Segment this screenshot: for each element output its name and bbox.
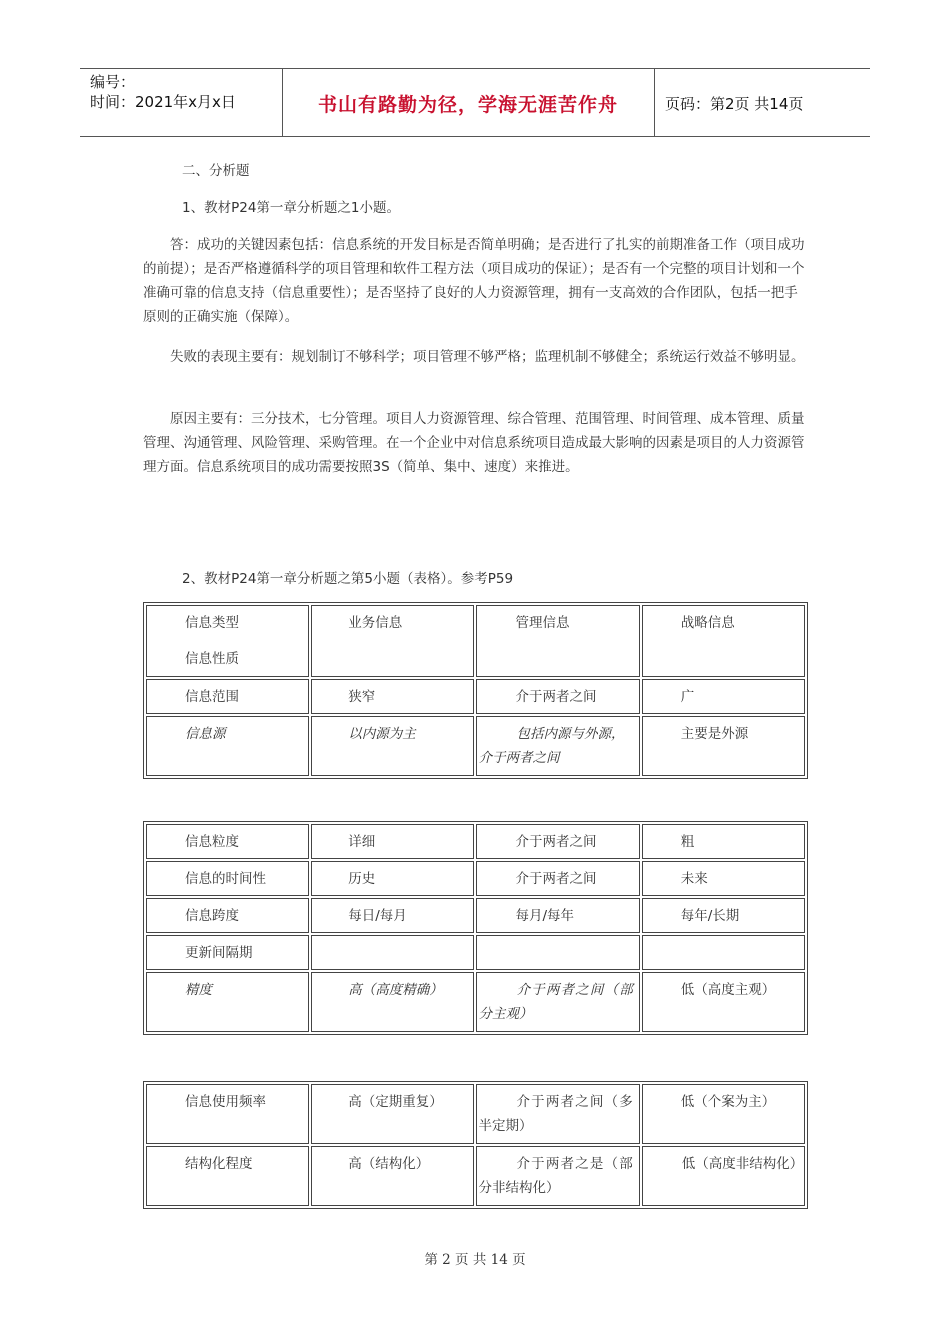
table-cell: 以内源为主	[311, 716, 474, 776]
table-cell: 狭窄	[311, 679, 474, 714]
table-cell: 精度	[146, 972, 309, 1032]
question-1-reasons: 原因主要有：三分技术，七分管理。项目人力资源管理、综合管理、范围管理、时间管理、成本管理、质量管理、沟通管理、风险管理、采购管理。在一个企业中对信息系统项目造成最大影响的因素是项目的人力资源管理方面。信息系统项目的成功需要按照3S（简单、集中、速度）来推进。	[143, 411, 805, 475]
table-cell: 广	[642, 679, 805, 714]
page-footer: 第 2 页 共 14 页	[424, 1252, 526, 1268]
table-cell: 低（高度主观）	[642, 972, 805, 1032]
question-1-title: 1、教材P24第一章分析题之1小题。	[182, 200, 400, 216]
table-cell: 介于两者之间（部分主观）	[476, 972, 639, 1032]
header-strategic-info: 战略信息	[642, 605, 805, 677]
table-cell: 信息使用频率	[146, 1084, 309, 1144]
table-cell: 高（高度精确）	[311, 972, 474, 1032]
info-table-part-3	[143, 1081, 808, 1209]
table-cell-header	[146, 605, 309, 677]
table-row	[146, 679, 805, 714]
table-cell: 信息的时间性	[146, 861, 309, 896]
table-row	[146, 898, 805, 933]
table-row	[146, 716, 805, 776]
table-cell: 主要是外源	[642, 716, 805, 776]
table-cell: 包括内源与外源，介于两者之间	[476, 716, 639, 776]
table-cell: 介于两者之间	[476, 679, 639, 714]
table-cell: 高（结构化）	[311, 1146, 474, 1206]
table-cell: 每日/每月	[311, 898, 474, 933]
table-cell: 详细	[311, 824, 474, 859]
table-cell: 信息源	[146, 716, 309, 776]
table-row	[146, 605, 805, 677]
question-1-answer: 答：成功的关键因素包括：信息系统的开发目标是否简单明确；是否进行了扎实的前期准备工作（项目成功的前提）；是否严格遵循科学的项目管理和软件工程方法（项目成功的保证）；是否有一个完整的项目计划和一个准确可靠的信息支持（信息重要性）；是否坚持了良好的人力资源管理，拥有一支高效的合作团队，包括一把手原则的正确实施（保障）。	[143, 237, 805, 325]
page-header	[80, 68, 870, 137]
doc-number-label: 编号：	[90, 73, 136, 91]
table-cell	[642, 935, 805, 970]
table-cell: 介于两者之间	[476, 861, 639, 896]
table-row	[146, 935, 805, 970]
header-info-type: 信息类型	[185, 615, 239, 631]
info-table-part-2	[143, 821, 808, 1035]
header-page-cell	[655, 69, 870, 136]
table-row	[146, 1146, 805, 1206]
table-cell: 信息范围	[146, 679, 309, 714]
table-row	[146, 1084, 805, 1144]
table-cell: 未来	[642, 861, 805, 896]
section-title: 二、分析题	[182, 163, 250, 179]
table-cell: 历史	[311, 861, 474, 896]
table-cell: 低（高度非结构化）	[642, 1146, 805, 1206]
header-page-number: 页码：第2页 共14页	[665, 95, 804, 113]
table-cell: 每月/每年	[476, 898, 639, 933]
table-cell: 每年/长期	[642, 898, 805, 933]
header-meta-cell	[80, 69, 283, 136]
header-info-nature: 信息性质	[185, 651, 239, 667]
table-row	[146, 972, 805, 1032]
info-table-part-1	[143, 602, 808, 779]
table-cell: 低（个案为主）	[642, 1084, 805, 1144]
table-cell: 更新间隔期	[146, 935, 309, 970]
table-cell: 信息跨度	[146, 898, 309, 933]
header-management-info: 管理信息	[476, 605, 639, 677]
doc-date-label: 时间：2021年x月x日	[90, 93, 236, 111]
header-business-info: 业务信息	[311, 605, 474, 677]
table-cell: 介于两者之间（多半定期）	[476, 1084, 639, 1144]
table-row	[146, 824, 805, 859]
header-motto-cell	[282, 69, 655, 136]
table-cell: 信息粒度	[146, 824, 309, 859]
question-1-failure: 失败的表现主要有：规划制订不够科学；项目管理不够严格；监理机制不够健全；系统运行效益不够明显。	[170, 349, 805, 365]
table-row	[146, 861, 805, 896]
table-cell: 结构化程度	[146, 1146, 309, 1206]
table-cell	[476, 935, 639, 970]
table-cell: 粗	[642, 824, 805, 859]
table-cell: 介于两者之是（部分非结构化）	[476, 1146, 639, 1206]
table-cell	[311, 935, 474, 970]
question-2-title: 2、教材P24第一章分析题之第5小题（表格）。参考P59	[182, 571, 514, 587]
table-cell: 高（定期重复）	[311, 1084, 474, 1144]
table-cell: 介于两者之间	[476, 824, 639, 859]
header-motto: 书山有路勤为径，学海无涯苦作舟	[317, 94, 618, 116]
